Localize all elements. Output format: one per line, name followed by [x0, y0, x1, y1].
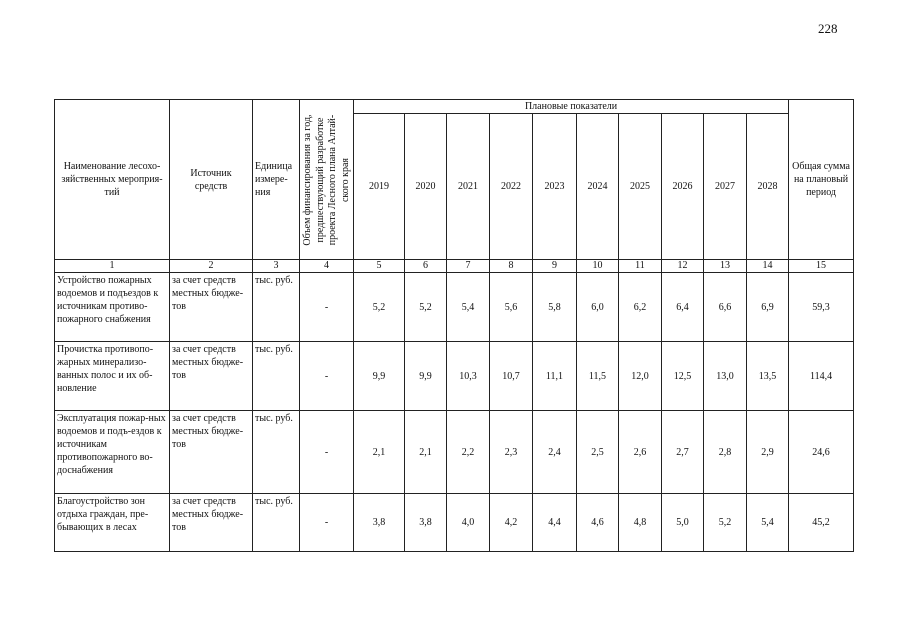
table-row	[55, 342, 854, 411]
column-number: 7	[447, 260, 490, 273]
funding-source: за счет средств местных бюдже-тов	[170, 273, 253, 342]
year-value: 5,2	[704, 494, 747, 552]
funding-source: за счет средств местных бюдже-тов	[170, 342, 253, 411]
header-year: 2027	[704, 114, 747, 260]
header-year: 2021	[447, 114, 490, 260]
activity-name: Благоустройство зон отдыха граждан, пре-бывающих в лесах	[55, 494, 170, 552]
year-value: 6,2	[619, 273, 662, 342]
header-source: Источник средств	[170, 100, 253, 260]
year-value: 5,2	[405, 273, 447, 342]
column-number: 15	[789, 260, 854, 273]
year-value: 2,1	[354, 411, 405, 494]
year-value: 5,4	[447, 273, 490, 342]
year-value: 3,8	[405, 494, 447, 552]
column-number: 10	[577, 260, 619, 273]
funding-source: за счет средств местных бюдже-тов	[170, 494, 253, 552]
unit: тыс. руб.	[253, 342, 300, 411]
year-value: 2,7	[662, 411, 704, 494]
activity-name: Устройство пожарных водоемов и подъездов к источникам противо-пожарного снабжения	[55, 273, 170, 342]
activity-name: Эксплуатация пожар-ных водоемов и подъ-ездов к источникам противопожарного во-доснабжения	[55, 411, 170, 494]
header-total: Общая сумма на плановый период	[789, 100, 854, 260]
year-value: 2,8	[704, 411, 747, 494]
year-value: 4,6	[577, 494, 619, 552]
unit: тыс. руб.	[253, 273, 300, 342]
total-value: 45,2	[789, 494, 854, 552]
header-year: 2026	[662, 114, 704, 260]
year-value: 4,8	[619, 494, 662, 552]
unit: тыс. руб.	[253, 411, 300, 494]
planned-indicators-table	[54, 99, 854, 552]
header-year: 2022	[490, 114, 533, 260]
year-value: 12,5	[662, 342, 704, 411]
prior-funding: -	[300, 342, 354, 411]
header-prior-funding	[300, 100, 354, 260]
year-value: 2,5	[577, 411, 619, 494]
year-value: 2,9	[747, 411, 789, 494]
year-value: 2,2	[447, 411, 490, 494]
year-value: 4,0	[447, 494, 490, 552]
year-value: 5,2	[354, 273, 405, 342]
total-value: 24,6	[789, 411, 854, 494]
column-number: 13	[704, 260, 747, 273]
year-value: 11,5	[577, 342, 619, 411]
prior-funding: -	[300, 411, 354, 494]
table-row	[55, 494, 854, 552]
header-unit: Единица измере-ния	[253, 100, 300, 260]
year-value: 4,2	[490, 494, 533, 552]
year-value: 9,9	[354, 342, 405, 411]
year-value: 6,0	[577, 273, 619, 342]
page-number: 228	[818, 21, 838, 36]
activity-name: Прочистка противопо-жарных минерализо-ванных полос и их об-новление	[55, 342, 170, 411]
header-year: 2020	[405, 114, 447, 260]
total-value: 59,3	[789, 273, 854, 342]
header-planned-indicators: Плановые показатели	[354, 100, 789, 114]
year-value: 5,0	[662, 494, 704, 552]
prior-funding: -	[300, 494, 354, 552]
header-year: 2019	[354, 114, 405, 260]
year-value: 6,4	[662, 273, 704, 342]
year-value: 3,8	[354, 494, 405, 552]
year-value: 9,9	[405, 342, 447, 411]
year-value: 11,1	[533, 342, 577, 411]
column-number: 6	[405, 260, 447, 273]
year-value: 10,7	[490, 342, 533, 411]
header-year: 2028	[747, 114, 789, 260]
table-row	[55, 273, 854, 342]
funding-source: за счет средств местных бюдже-тов	[170, 411, 253, 494]
header-prior-funding-text: Объем финансирования за год, предшествующий разработке проекта Лесного плана Алтай-ского края	[301, 113, 350, 246]
year-value: 4,4	[533, 494, 577, 552]
unit: тыс. руб.	[253, 494, 300, 552]
column-number-row	[55, 260, 854, 273]
column-number: 12	[662, 260, 704, 273]
column-number: 1	[55, 260, 170, 273]
year-value: 12,0	[619, 342, 662, 411]
column-number: 11	[619, 260, 662, 273]
year-value: 6,9	[747, 273, 789, 342]
column-number: 5	[354, 260, 405, 273]
year-value: 6,6	[704, 273, 747, 342]
column-number: 8	[490, 260, 533, 273]
year-value: 5,4	[747, 494, 789, 552]
column-number: 4	[300, 260, 354, 273]
year-value: 13,0	[704, 342, 747, 411]
year-value: 5,6	[490, 273, 533, 342]
year-value: 2,6	[619, 411, 662, 494]
prior-funding: -	[300, 273, 354, 342]
year-value: 13,5	[747, 342, 789, 411]
header-year: 2024	[577, 114, 619, 260]
year-value: 2,1	[405, 411, 447, 494]
header-year: 2025	[619, 114, 662, 260]
column-number: 9	[533, 260, 577, 273]
year-value: 2,3	[490, 411, 533, 494]
header-name: Наименование лесохо-зяйственных мероприя-тий	[55, 100, 170, 260]
header-year: 2023	[533, 114, 577, 260]
column-number: 3	[253, 260, 300, 273]
year-value: 5,8	[533, 273, 577, 342]
column-number: 2	[170, 260, 253, 273]
year-value: 10,3	[447, 342, 490, 411]
year-value: 2,4	[533, 411, 577, 494]
column-number: 14	[747, 260, 789, 273]
table-row	[55, 411, 854, 494]
total-value: 114,4	[789, 342, 854, 411]
